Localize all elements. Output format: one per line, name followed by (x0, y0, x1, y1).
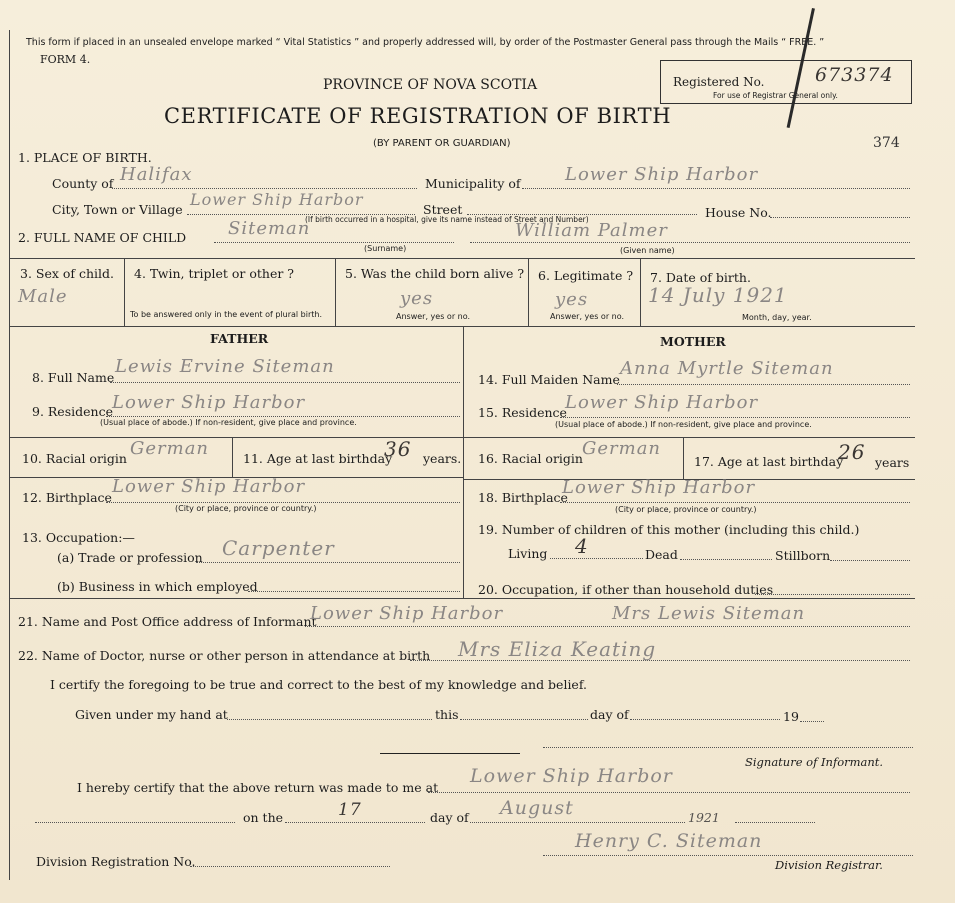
mother-birthplace-note: (City or place, province or country.) (615, 505, 757, 514)
informant-name-value: Mrs Lewis Siteman (612, 603, 806, 624)
father-trade-value: Carpenter (222, 536, 335, 560)
registered-label: Registered No. (673, 75, 765, 89)
form-number: FORM 4. (40, 53, 91, 66)
municipality-label: Municipality of (425, 176, 521, 191)
father-racial-label: 10. Racial origin (22, 451, 127, 466)
registrar-signature: Henry C. Siteman (575, 830, 763, 852)
stillborn-label: Stillborn (775, 548, 831, 563)
legit-value: yes (555, 289, 589, 310)
street-label: Street (423, 202, 463, 217)
mother-occ-label: 20. Occupation, if other than household duties (478, 582, 774, 597)
mother-heading: MOTHER (660, 334, 726, 349)
given-note: (Given name) (620, 246, 675, 255)
given-line (470, 242, 910, 243)
mother-children-label: 19. Number of children of this mother (including this child.) (478, 522, 860, 537)
house-line (770, 217, 910, 218)
place-of-birth-label: 1. PLACE OF BIRTH. (18, 150, 152, 165)
father-heading: FATHER (210, 331, 269, 346)
certificate-subtitle: (BY PARENT OR GUARDIAN) (373, 138, 511, 149)
father-trade-label: (a) Trade or profession (57, 550, 203, 565)
mother-name-value: Anna Myrtle Siteman (620, 358, 834, 379)
division-reg-label: Division Registration No. (36, 854, 196, 869)
city-value: Lower Ship Harbor (190, 190, 364, 209)
father-birthplace-label: 12. Birthplace (22, 490, 112, 505)
city-label: City, Town or Village (52, 202, 183, 217)
given-under-label: Given under my hand at (75, 707, 228, 722)
on-the-label: on the (243, 810, 284, 825)
dob-label: 7. Date of birth. (650, 270, 751, 285)
street-note: (If birth occurred in a hospital, give its name instead of Street and Number) (305, 215, 589, 224)
corner-number: 374 (873, 135, 900, 151)
certify-statement: I certify the foregoing to be true and correct to the best of my knowledge and belief. (50, 677, 587, 692)
twin-note: To be answered only in the event of plural birth. (130, 310, 322, 319)
province-title: PROVINCE OF NOVA SCOTIA (323, 77, 538, 93)
child-surname-value: Siteman (228, 218, 311, 239)
attendant-value: Mrs Eliza Keating (458, 637, 657, 661)
legit-label: 6. Legitimate ? (538, 268, 634, 283)
sex-label: 3. Sex of child. (20, 266, 115, 281)
twin-label: 4. Twin, triplet or other ? (134, 266, 294, 281)
mail-notice: This form if placed in an unsealed envelope marked “ Vital Statistics ” and properly addressed will, by order of the Postmaster General pass through the Mails “ FREE. ” (26, 37, 825, 48)
certificate-title: CERTIFICATE OF REGISTRATION OF BIRTH (164, 104, 672, 128)
alive-note: Answer, yes or no. (396, 312, 471, 321)
registrar-day-value: 17 (338, 800, 362, 820)
mother-res-note: (Usual place of abode.) If non-resident, give place and province. (555, 420, 812, 429)
left-border (9, 30, 10, 880)
child-name-label: 2. FULL NAME OF CHILD (18, 230, 187, 245)
father-business-label: (b) Business in which employed (57, 579, 258, 594)
mother-res-value: Lower Ship Harbor (565, 392, 759, 413)
living-value: 4 (575, 534, 589, 558)
row3-top-rule (10, 258, 915, 259)
this-label: this (435, 707, 459, 722)
municipality-value: Lower Ship Harbor (565, 164, 759, 185)
alive-value: yes (400, 288, 434, 309)
mother-res-label: 15. Residence (478, 405, 567, 420)
dob-value: 14 July 1921 (648, 283, 788, 307)
informant-address-value: Lower Ship Harbor (310, 603, 504, 624)
surname-line (214, 242, 454, 243)
father-birthplace-note: (City or place, province or country.) (175, 504, 317, 513)
alive-label: 5. Was the child born alive ? (345, 266, 525, 281)
registered-box (660, 60, 912, 104)
father-age-label: 11. Age at last birthday (243, 451, 393, 466)
father-racial-value: German (130, 438, 210, 459)
father-res-value: Lower Ship Harbor (112, 392, 306, 413)
surname-note: (Surname) (364, 244, 407, 253)
mother-age-value: 26 (838, 440, 866, 464)
dob-note: Month, day, year. (742, 313, 812, 322)
father-name-value: Lewis Ervine Siteman (115, 356, 335, 377)
father-age-unit: years. (423, 451, 462, 466)
registrar-place-value: Lower Ship Harbor (470, 765, 673, 787)
county-line (112, 188, 417, 189)
day-of-label: day of (590, 707, 629, 722)
attendant-label: 22. Name of Doctor, nurse or other person in attendance at birth (18, 648, 431, 663)
dead-label: Dead (645, 547, 678, 562)
mother-age-unit: years (875, 455, 910, 470)
parents-bottom-rule (10, 598, 915, 599)
father-name-label: 8. Full Name (32, 370, 115, 385)
county-label: County of (52, 176, 114, 191)
parents-divider (463, 326, 464, 598)
mother-birthplace-value: Lower Ship Harbor (562, 477, 756, 498)
mother-racial-label: 16. Racial origin (478, 451, 583, 466)
sex-value: Male (18, 286, 68, 307)
house-label: House No. (705, 205, 772, 220)
division-registrar-label: Division Registrar. (775, 858, 883, 872)
county-value: Halifax (120, 164, 193, 185)
living-label: Living (508, 546, 548, 561)
registrar-year-value: 1921 (688, 810, 720, 825)
legit-note: Answer, yes or no. (550, 312, 625, 321)
municipality-line (522, 188, 910, 189)
father-res-note: (Usual place of abode.) If non-resident, give place and province. (100, 418, 357, 427)
child-given-value: William Palmer (515, 220, 668, 241)
registrar-statement: I hereby certify that the above return was made to me at (77, 780, 439, 795)
day-of-2-label: day of (430, 810, 469, 825)
mother-birthplace-label: 18. Birthplace (478, 490, 568, 505)
mother-racial-value: German (582, 438, 662, 459)
father-res-label: 9. Residence (32, 404, 113, 419)
registered-note: For use of Registrar General only. (713, 91, 838, 100)
father-age-value: 36 (384, 437, 412, 461)
registered-number: 673374 (815, 64, 894, 86)
mother-name-label: 14. Full Maiden Name (478, 372, 620, 387)
father-birthplace-value: Lower Ship Harbor (112, 476, 306, 497)
year-prefix: 19 (783, 709, 799, 724)
father-occ-label: 13. Occupation:— (22, 530, 135, 545)
informant-label: 21. Name and Post Office address of Informant (18, 614, 317, 629)
registrar-month-value: August (500, 797, 574, 819)
mother-age-label: 17. Age at last birthday (694, 454, 844, 469)
sig-informant-label: Signature of Informant. (745, 755, 884, 769)
